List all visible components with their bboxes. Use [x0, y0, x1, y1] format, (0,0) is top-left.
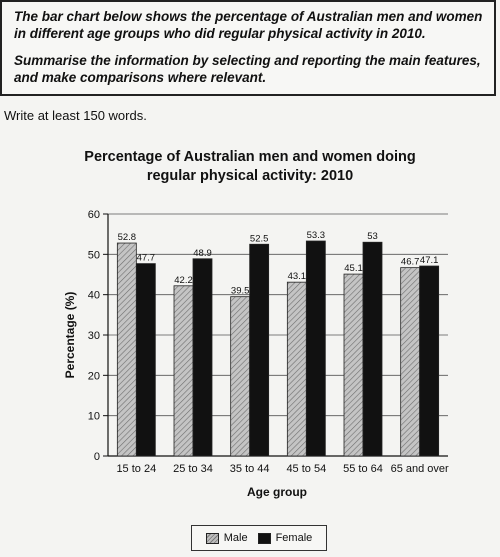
bar-male-4: [344, 274, 363, 456]
grid-lines: [108, 214, 448, 416]
legend-swatch-female: [258, 533, 271, 544]
y-tick-label-60: 60: [87, 209, 100, 221]
bar-male-5: [401, 268, 420, 456]
data-label-female-4: 53: [367, 231, 378, 243]
data-label-female-5: 47.1: [419, 255, 439, 267]
legend-label-male: Male: [223, 532, 248, 544]
bar-male-2: [231, 297, 250, 456]
data-label-female-3: 53.3: [306, 230, 326, 242]
word-count-instruction: Write at least 150 words.: [4, 108, 147, 123]
x-tick-label-5: 65 and over: [390, 463, 449, 475]
data-label-male-2: 39.5: [230, 285, 250, 297]
data-label-male-1: 42.2: [174, 274, 193, 286]
data-label-female-2: 52.5: [249, 233, 269, 245]
bar-female-5: [420, 266, 439, 456]
legend: [191, 525, 327, 551]
y-tick-label-10: 10: [87, 410, 100, 423]
x-tick-label-3: 45 to 54: [286, 463, 327, 475]
legend-item-female: [258, 532, 313, 544]
bar-female-4: [363, 242, 382, 456]
bar-female-1: [193, 259, 212, 456]
x-tick-label-2: 35 to 44: [229, 463, 270, 475]
bar-male-1: [174, 286, 193, 456]
legend-label-female: Female: [275, 532, 313, 544]
bars: [117, 241, 438, 456]
data-label-male-3: 43.1: [287, 271, 307, 283]
bar-male-0: [117, 243, 136, 456]
chart-title-line-2: regular physical activity: 2010: [146, 168, 354, 184]
y-tick-label-0: 0: [93, 451, 100, 463]
x-tick-label-1: 25 to 34: [173, 463, 213, 475]
task-description: The bar chart below shows the percentage of Australian men and women in different age groups who did regular physical activity in 2010.: [14, 9, 483, 41]
y-tick-label-50: 50: [87, 249, 100, 262]
legend-item-male: [206, 532, 248, 544]
y-tick-label-30: 30: [87, 330, 100, 342]
y-tick-label-20: 20: [87, 370, 100, 383]
y-tick-label-40: 40: [87, 289, 100, 302]
data-label-male-4: 45.1: [344, 263, 363, 275]
bar-female-2: [250, 244, 269, 456]
x-axis-title: Age group: [247, 485, 307, 499]
bar-female-0: [136, 264, 155, 456]
x-tick-label-4: 55 to 64: [343, 463, 383, 475]
data-label-female-0: 47.7: [136, 252, 156, 264]
data-labels: [118, 230, 439, 297]
x-tick-label-0: 15 to 24: [116, 463, 157, 475]
bar-male-3: [287, 282, 306, 456]
bar-female-3: [306, 241, 325, 456]
chart-title-line-1: Percentage of Australian men and women doing: [84, 149, 416, 165]
task-summary-instruction: Summarise the information by selecting and reporting the main features, and make comparisons where relevant.: [14, 53, 481, 85]
y-axis-title: Percentage (%): [63, 291, 77, 379]
data-label-female-1: 48.9: [193, 247, 212, 259]
data-label-male-0: 52.8: [117, 232, 137, 244]
legend-swatch-male: [206, 533, 219, 544]
data-label-male-5: 46.7: [400, 256, 420, 268]
